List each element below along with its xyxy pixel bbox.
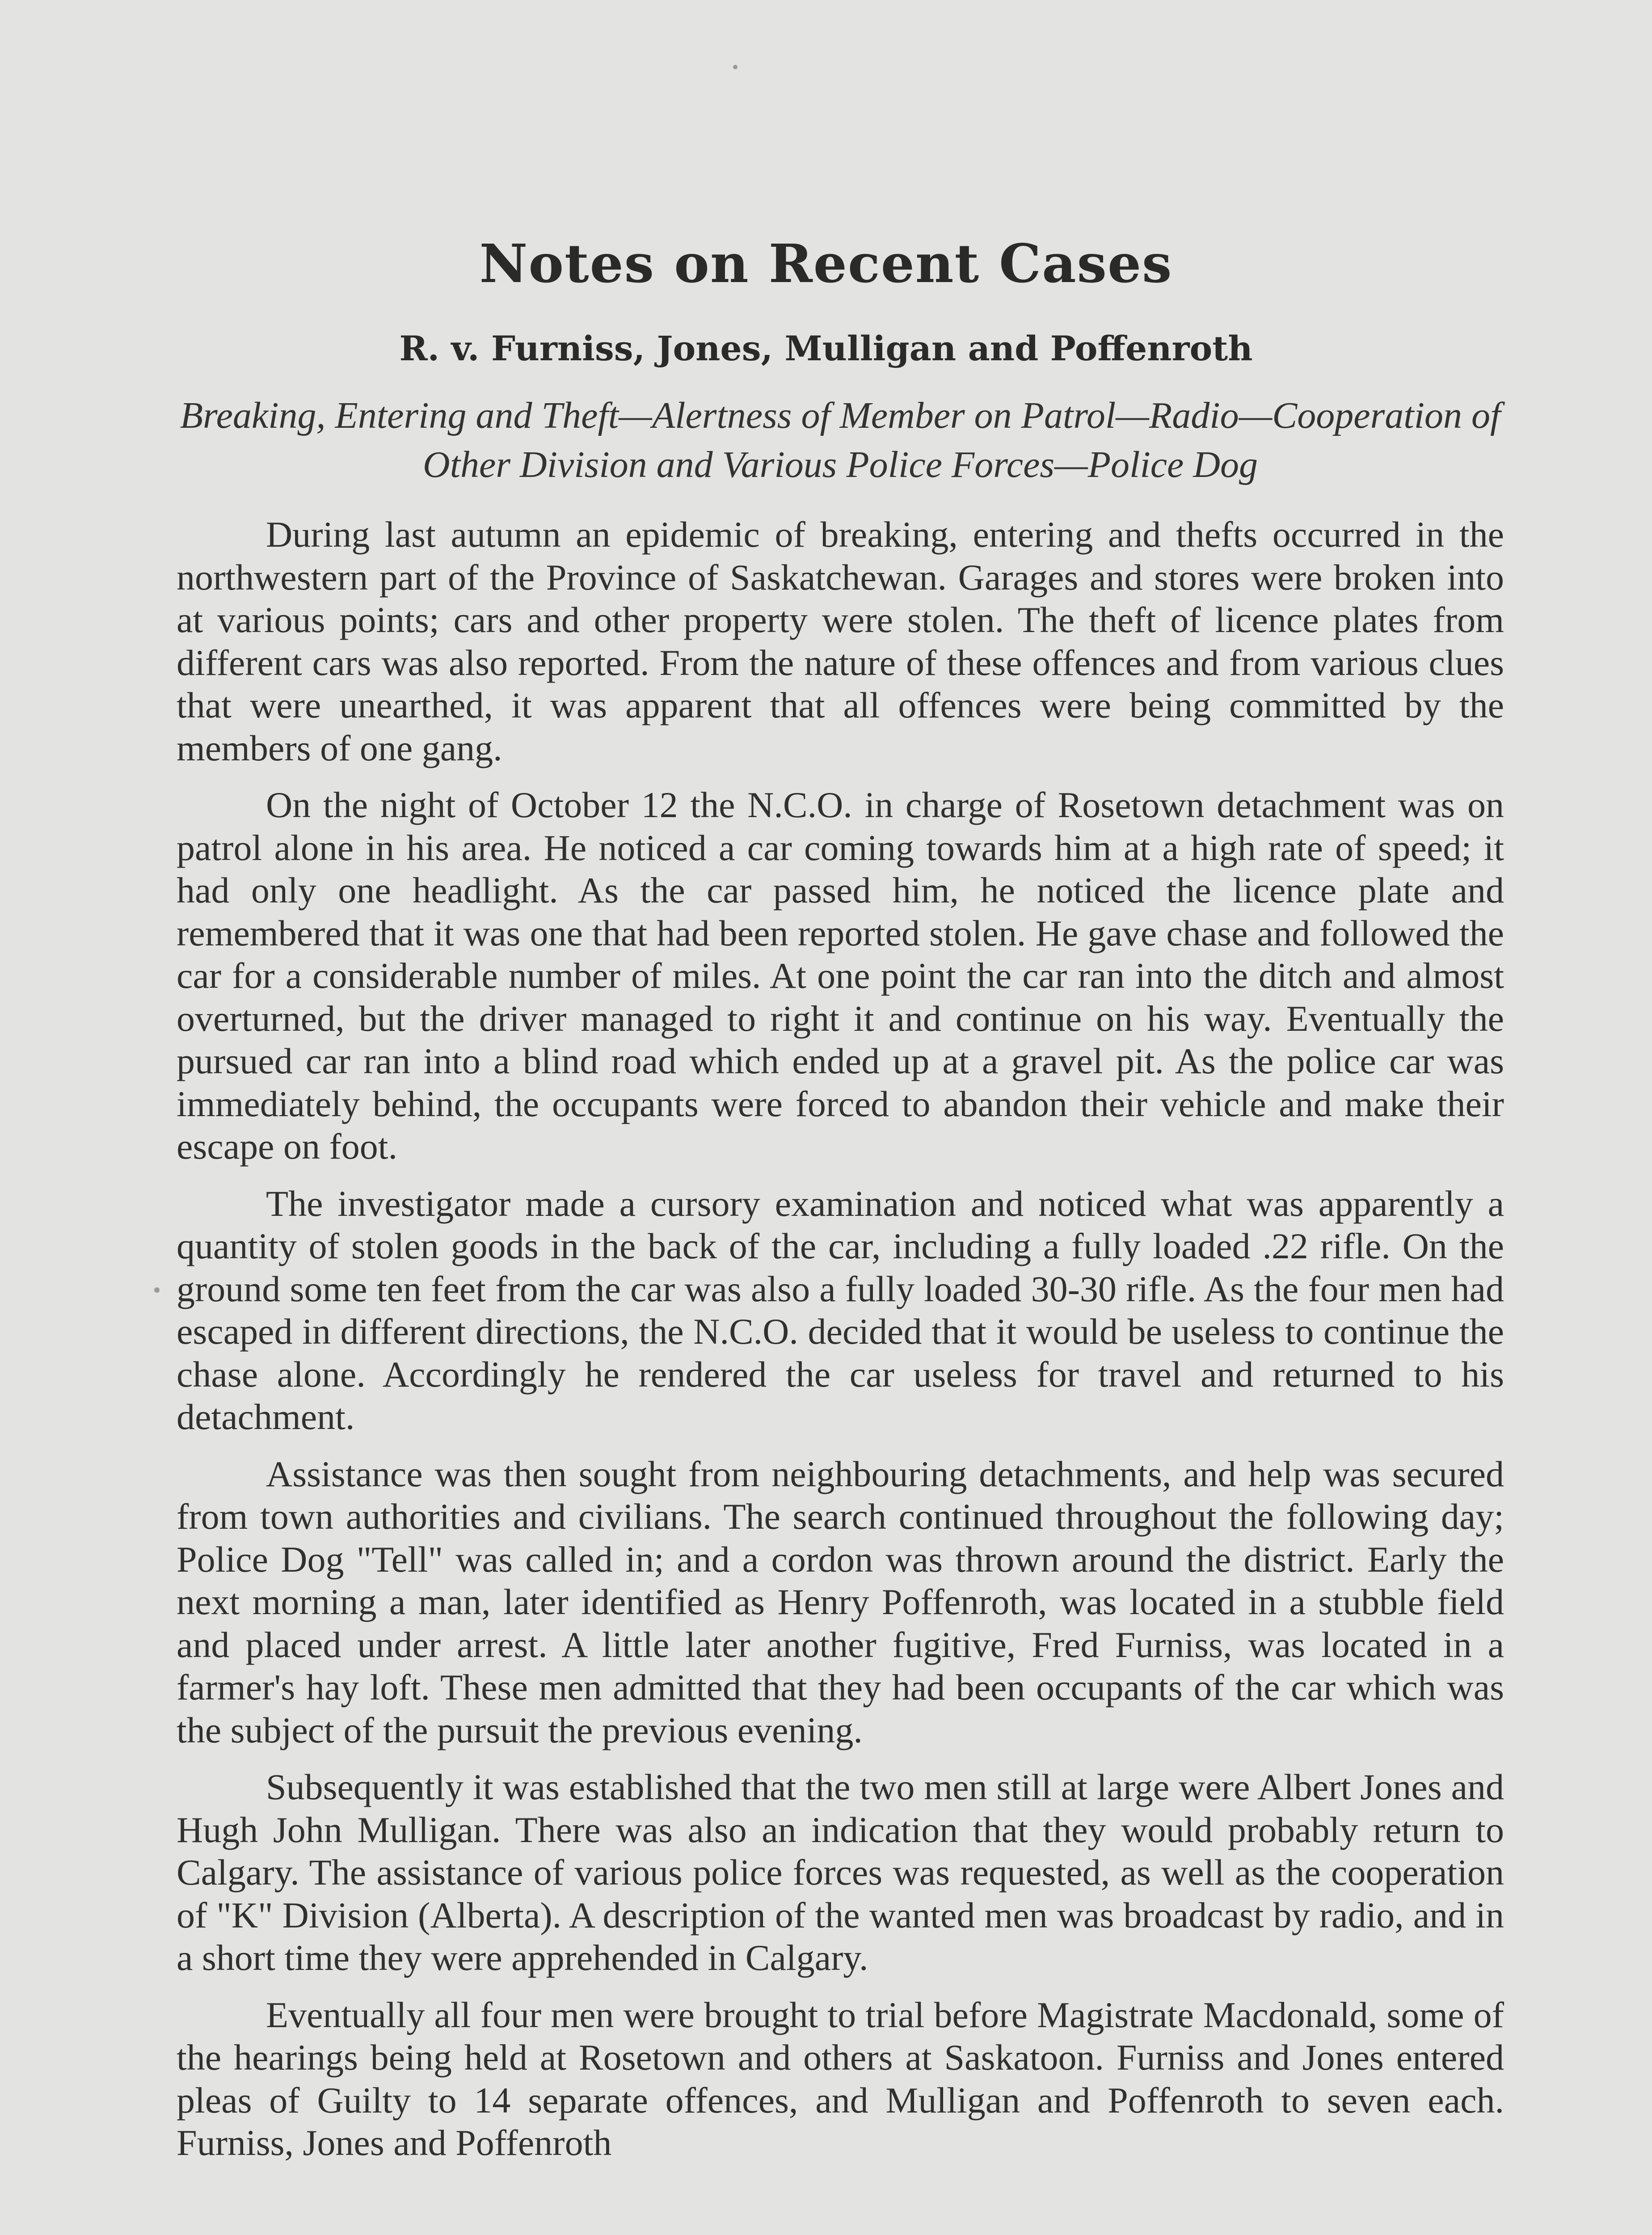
case-name: R. v. Furniss, Jones, Mulligan and Poffenroth — [399, 329, 1253, 368]
paragraph: Assistance was then sought from neighbouring detachments, and help was secured from town authorities and civilians. The search continued throughout the following day; Police Dog "Tell" was called in; and a cordon was thrown around the district. Early the next morning a man, later identified as Henry Poffenroth, was located in a stubble field and placed under arrest. A little later another fugitive, Fred Furniss, was located in a farmer's hay loft. These men admitted that they had been occupants of the car which was the subject of the pursuit the previous evening. — [177, 1453, 1504, 1750]
paper-speck — [733, 65, 738, 69]
paragraph: During last autumn an epidemic of breaking, entering and thefts occurred in the northwestern part of the Province of Saskatchewan. Garages and stores were broken into at various points; cars and other property were stolen. The theft of licence plates from different cars was also reported. From the nature of these offences and from various clues that were unearthed, it was apparent that all offences were being committed by the members of one gang. — [177, 514, 1504, 768]
article-title: Notes on Recent Cases — [479, 232, 1173, 295]
paragraph: Subsequently it was established that the two men still at large were Albert Jones and Hugh John Mulligan. There was also an indication that they would probably return to Calgary. The assistance of various police forces was requested, as well as the cooperation of "K" Division (Alberta). A description of the wanted men was broadcast by radio, and in a short time they were apprehended in Calgary. — [177, 1767, 1504, 1978]
paragraph: On the night of October 12 the N.C.O. in charge of Rosetown detachment was on patrol alone in his area. He noticed a car coming towards him at a high rate of speed; it had only one headlight. As the car passed him, he noticed the licence plate and remembered that it was one that had been reported stolen. He gave chase and followed the car for a considerable number of miles. At one point the car ran into the ditch and almost overturned, but the driver managed to right it and continue on his way. Eventually the pursued car ran into a blind road which ended up at a gravel pit. As the police car was immediately behind, the occupants were forced to abandon their vehicle and make their escape on foot. — [177, 784, 1504, 1167]
paper-speck — [154, 1287, 160, 1293]
paragraph: The investigator made a cursory examination and noticed what was apparently a quantity of stolen goods in the back of the car, including a fully loaded .22 rifle. On the ground some ten feet from the car was also a fully loaded 30-30 rifle. As the four men had escaped in different directions, the N.C.O. decided that it would be useless to continue the chase alone. Accordingly he rendered the car useless for travel and returned to his detachment. — [177, 1183, 1504, 1437]
paragraph: Eventually all four men were brought to trial before Magistrate Macdonald, some of the hearings being held at Rosetown and others at Saskatoon. Furniss and Jones entered pleas of Guilty to 14 separate offences, and Mulligan and Poffenroth to seven each. Furniss, Jones and Poffenroth — [177, 1994, 1504, 2163]
case-subheading: Breaking, Entering and Theft—Alertness of Member on Patrol—Radio—Cooperation of Other Division and Various Police Forces—Police Dog — [180, 395, 1501, 485]
article-body — [177, 513, 1504, 2179]
